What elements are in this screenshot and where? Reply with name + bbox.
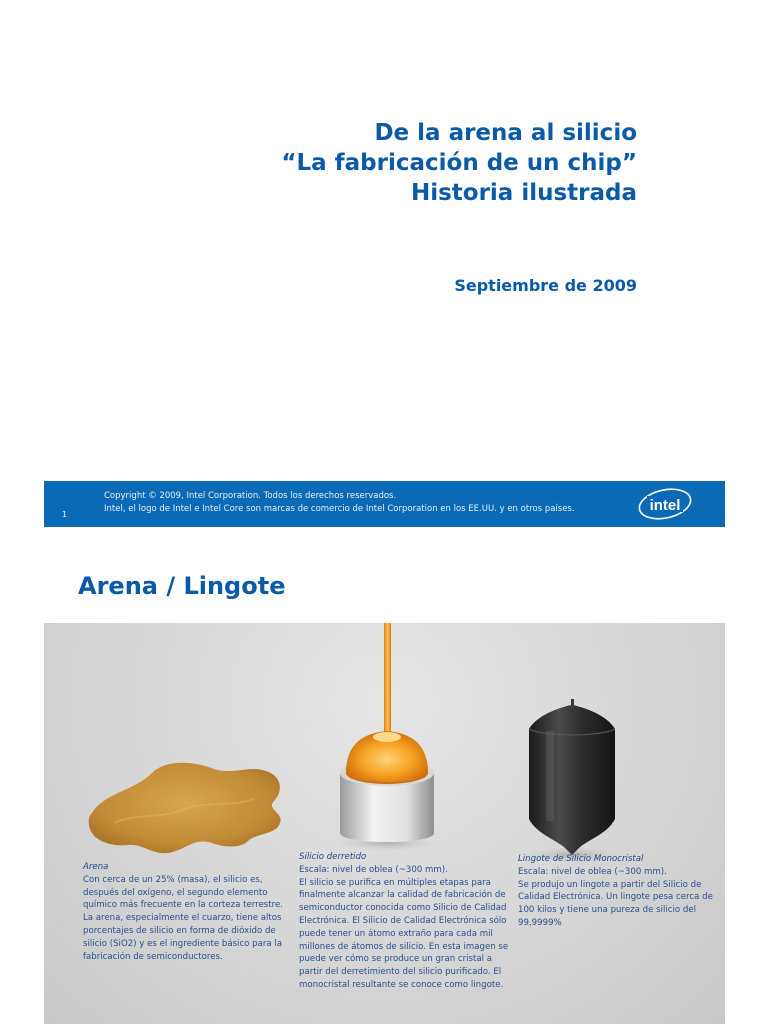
caption-lingote bbox=[518, 853, 718, 930]
copyright-notice bbox=[104, 490, 575, 516]
intel-logo-icon bbox=[637, 487, 693, 521]
slide2-title: Arena / Lingote bbox=[78, 572, 286, 600]
caption-lingote-text: Se produjo un lingote a partir del Silicio de Calidad Electrónica. Un lingote pesa cerca de 100 kilos y tiene una pureza de silicio del 99,9999% bbox=[518, 879, 713, 928]
title-line-1: De la arena al silicio bbox=[374, 120, 637, 146]
molten-silicon-image bbox=[335, 623, 439, 851]
caption-arena bbox=[83, 861, 283, 963]
slide1-title bbox=[281, 118, 637, 208]
slide1-date: Septiembre de 2009 bbox=[454, 276, 637, 295]
copyright-line-2: Intel, el logo de Intel e Intel Core son marcas de comercio de Intel Corporation en los EE.UU. y en otros países. bbox=[104, 504, 575, 514]
intel-logo-text: intel bbox=[649, 497, 681, 514]
copyright-line-1: Copyright © 2009, Intel Corporation. Todos los derechos reservados. bbox=[104, 491, 397, 501]
caption-lingote-scale: Escala: nivel de oblea (~300 mm). bbox=[518, 866, 667, 877]
sand-pile-image bbox=[89, 763, 281, 853]
page-number: 1 bbox=[62, 510, 68, 519]
silicon-ingot-image bbox=[524, 699, 620, 863]
title-line-3: Historia ilustrada bbox=[410, 180, 637, 206]
caption-arena-title: Arena bbox=[83, 862, 109, 872]
slide1-footer-bar bbox=[44, 481, 725, 527]
caption-arena-text: Con cerca de un 25% (masa), el silicio es, después del oxígeno, el segundo elemento químico más frecuente en la corteza terrestre. La arena, especialmente el cuarzo, tiene altos porcentajes de silicio en forma de dióxido de silicio (SiO2) y es el ingrediente básico para la fabricación de semiconductores. bbox=[83, 874, 283, 962]
caption-silicio-scale: Escala: nivel de oblea (~300 mm). bbox=[299, 864, 448, 875]
caption-silicio bbox=[299, 851, 509, 992]
slide2-illustration bbox=[44, 623, 725, 1024]
caption-silicio-text: El silicio se purifica en múltiples etapas para finalmente alcanzar la calidad de fabricación de semiconductor conocida como Silicio de Calidad Electrónica. El Silicio de Calidad Electrónica sólo puede tener un átomo extraño para cada mil millones de átomos de silicio. En esta imagen se puede ver cómo se produce un gran cristal a partir del derretimiento del silicio purificado. El monocristal resultante se conoce como lingote. bbox=[299, 877, 509, 990]
caption-silicio-title: Silicio derretido bbox=[299, 852, 367, 862]
caption-lingote-title: Lingote de Silicio Monocristal bbox=[518, 854, 644, 864]
title-line-2: “La fabricación de un chip” bbox=[281, 150, 637, 176]
